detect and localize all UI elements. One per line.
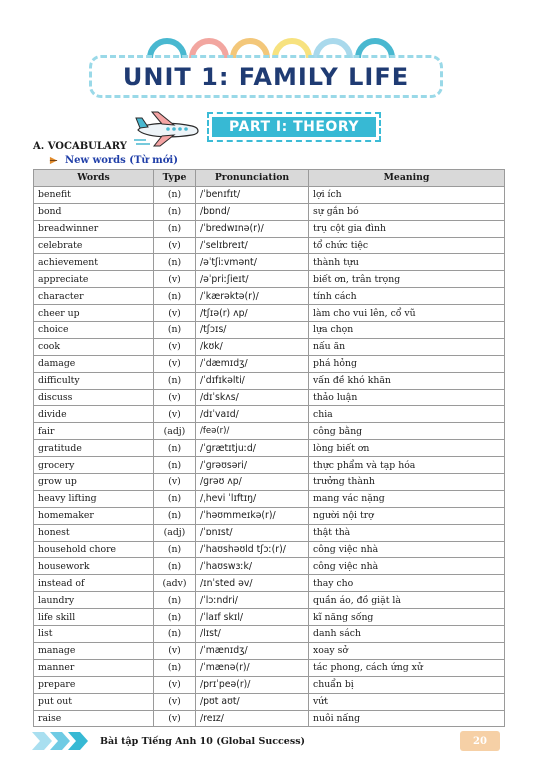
table-row — [34, 507, 505, 524]
word-cell: choice — [34, 322, 154, 339]
table-row — [34, 457, 505, 474]
word-cell: damage — [34, 355, 154, 372]
type-cell: (v) — [154, 237, 196, 254]
table-row — [34, 609, 505, 626]
table-row — [34, 288, 505, 305]
type-cell: (n) — [154, 220, 196, 237]
meaning-cell: danh sách — [309, 626, 505, 643]
pronunciation-cell: /ˈkærəktə(r)/ — [196, 288, 309, 305]
pronunciation-cell: /əˈtʃiːvmənt/ — [196, 254, 309, 271]
word-cell: bond — [34, 203, 154, 220]
header-decoration — [0, 0, 538, 60]
pronunciation-cell: /ˈhaʊshəʊld tʃɔː(r)/ — [196, 541, 309, 558]
pronunciation-cell: /kʊk/ — [196, 338, 309, 355]
pronunciation-cell: /ˈhəʊmmeɪkə(r)/ — [196, 507, 309, 524]
table-row — [34, 322, 505, 339]
word-cell: achievement — [34, 254, 154, 271]
table-row — [34, 237, 505, 254]
table-row — [34, 490, 505, 507]
unit-title-box — [89, 55, 443, 98]
chevron-arrows-icon — [30, 730, 90, 752]
table-row — [34, 592, 505, 609]
pronunciation-cell: /ˈlɔːndri/ — [196, 592, 309, 609]
pronunciation-cell: /ɪnˈsted əv/ — [196, 575, 309, 592]
meaning-cell: lựa chọn — [309, 322, 505, 339]
section-subtitle: New words (Từ mới) — [65, 155, 178, 166]
table-row — [34, 693, 505, 710]
meaning-cell: thực phẩm và tạp hóa — [309, 457, 505, 474]
meaning-cell: chia — [309, 406, 505, 423]
pronunciation-cell: /lɪst/ — [196, 626, 309, 643]
pronunciation-cell: /dɪˈvaɪd/ — [196, 406, 309, 423]
type-cell: (n) — [154, 659, 196, 676]
word-cell: instead of — [34, 575, 154, 592]
word-cell: laundry — [34, 592, 154, 609]
meaning-cell: quần áo, đồ giặt là — [309, 592, 505, 609]
pronunciation-cell: /ˈmænə(r)/ — [196, 659, 309, 676]
word-cell: discuss — [34, 389, 154, 406]
word-cell: manage — [34, 642, 154, 659]
table-row — [34, 423, 505, 440]
meaning-cell: thảo luận — [309, 389, 505, 406]
word-cell: cheer up — [34, 305, 154, 322]
meaning-cell: tổ chức tiệc — [309, 237, 505, 254]
table-row — [34, 524, 505, 541]
word-cell: celebrate — [34, 237, 154, 254]
pronunciation-cell: /ˈbredwɪnə(r)/ — [196, 220, 309, 237]
pronunciation-cell: /feə(r)/ — [196, 423, 309, 440]
table-row — [34, 186, 505, 203]
table-row — [34, 406, 505, 423]
table-row — [34, 355, 505, 372]
type-cell: (v) — [154, 305, 196, 322]
type-cell: (adv) — [154, 575, 196, 592]
type-cell: (n) — [154, 254, 196, 271]
meaning-cell: vấn đề khó khăn — [309, 372, 505, 389]
table-row — [34, 203, 505, 220]
meaning-cell: kĩ năng sống — [309, 609, 505, 626]
table-row — [34, 575, 505, 592]
word-cell: honest — [34, 524, 154, 541]
part-title: PART I: THEORY — [229, 119, 359, 135]
section-subtitle-row — [49, 155, 178, 166]
word-cell: grocery — [34, 457, 154, 474]
type-cell: (v) — [154, 271, 196, 288]
pronunciation-cell: /reɪz/ — [196, 710, 309, 727]
type-cell: (v) — [154, 710, 196, 727]
meaning-cell: công việc nhà — [309, 541, 505, 558]
meaning-cell: làm cho vui lên, cổ vũ — [309, 305, 505, 322]
table-row — [34, 659, 505, 676]
section-title: A. VOCABULARY — [33, 141, 127, 152]
table-row — [34, 305, 505, 322]
column-header: Type — [154, 170, 196, 187]
word-cell: divide — [34, 406, 154, 423]
pronunciation-cell: /ˈdɪfɪkəlti/ — [196, 372, 309, 389]
type-cell: (n) — [154, 440, 196, 457]
meaning-cell: lòng biết ơn — [309, 440, 505, 457]
word-cell: manner — [34, 659, 154, 676]
meaning-cell: người nội trợ — [309, 507, 505, 524]
pronunciation-cell: /əˈpriːʃieɪt/ — [196, 271, 309, 288]
vocabulary-table — [33, 169, 505, 727]
type-cell: (v) — [154, 406, 196, 423]
pronunciation-cell: /ˈɡrætɪtjuːd/ — [196, 440, 309, 457]
word-cell: character — [34, 288, 154, 305]
column-header: Meaning — [309, 170, 505, 187]
word-cell: appreciate — [34, 271, 154, 288]
pronunciation-cell: /ˈdæmɪdʒ/ — [196, 355, 309, 372]
meaning-cell: sự gắn bó — [309, 203, 505, 220]
type-cell: (n) — [154, 490, 196, 507]
word-cell: homemaker — [34, 507, 154, 524]
meaning-cell: công việc nhà — [309, 558, 505, 575]
type-cell: (n) — [154, 372, 196, 389]
meaning-cell: tính cách — [309, 288, 505, 305]
table-row — [34, 710, 505, 727]
table-row — [34, 220, 505, 237]
word-cell: housework — [34, 558, 154, 575]
meaning-cell: biết ơn, trân trọng — [309, 271, 505, 288]
pronunciation-cell: /ˈbenɪfɪt/ — [196, 186, 309, 203]
meaning-cell: lợi ích — [309, 186, 505, 203]
column-header: Pronunciation — [196, 170, 309, 187]
pronunciation-cell: /ˈmænɪdʒ/ — [196, 642, 309, 659]
meaning-cell: phá hỏng — [309, 355, 505, 372]
word-cell: difficulty — [34, 372, 154, 389]
pronunciation-cell: /bɒnd/ — [196, 203, 309, 220]
type-cell: (v) — [154, 676, 196, 693]
pronunciation-cell: /ˈɒnɪst/ — [196, 524, 309, 541]
meaning-cell: thay cho — [309, 575, 505, 592]
table-header-row — [34, 170, 505, 187]
type-cell: (n) — [154, 541, 196, 558]
unit-title: UNIT 1: FAMILY LIFE — [122, 62, 410, 91]
pronunciation-cell: /ˈlaɪf skɪl/ — [196, 609, 309, 626]
type-cell: (n) — [154, 457, 196, 474]
pronunciation-cell: /ɡrəʊ ʌp/ — [196, 474, 309, 491]
type-cell: (n) — [154, 186, 196, 203]
meaning-cell: thành tựu — [309, 254, 505, 271]
pronunciation-cell: /tʃɪə(r) ʌp/ — [196, 305, 309, 322]
type-cell: (v) — [154, 693, 196, 710]
word-cell: put out — [34, 693, 154, 710]
page-number: 20 — [473, 735, 487, 747]
table-row — [34, 254, 505, 271]
table-row — [34, 541, 505, 558]
type-cell: (adj) — [154, 524, 196, 541]
pronunciation-cell: /ˌhevi ˈlɪftɪŋ/ — [196, 490, 309, 507]
airplane-icon — [134, 110, 204, 148]
part-title-box — [207, 112, 381, 142]
type-cell: (n) — [154, 609, 196, 626]
type-cell: (v) — [154, 338, 196, 355]
word-cell: benefit — [34, 186, 154, 203]
type-cell: (n) — [154, 507, 196, 524]
type-cell: (adj) — [154, 423, 196, 440]
type-cell: (v) — [154, 355, 196, 372]
meaning-cell: nấu ăn — [309, 338, 505, 355]
type-cell: (v) — [154, 389, 196, 406]
pronunciation-cell: /dɪˈskʌs/ — [196, 389, 309, 406]
word-cell: raise — [34, 710, 154, 727]
type-cell: (v) — [154, 642, 196, 659]
type-cell: (n) — [154, 626, 196, 643]
word-cell: gratitude — [34, 440, 154, 457]
table-row — [34, 389, 505, 406]
pronunciation-cell: /ˈhaʊswɜːk/ — [196, 558, 309, 575]
pronunciation-cell: /prɪˈpeə(r)/ — [196, 676, 309, 693]
word-cell: household chore — [34, 541, 154, 558]
pronunciation-cell: /ˈɡrəʊsəri/ — [196, 457, 309, 474]
table-row — [34, 372, 505, 389]
word-cell: grow up — [34, 474, 154, 491]
table-row — [34, 558, 505, 575]
vocabulary-table-body — [34, 186, 505, 727]
table-row — [34, 440, 505, 457]
meaning-cell: trưởng thành — [309, 474, 505, 491]
footer-book-title: Bài tập Tiếng Anh 10 (Global Success) — [100, 736, 306, 747]
table-row — [34, 271, 505, 288]
word-cell: breadwinner — [34, 220, 154, 237]
table-row — [34, 642, 505, 659]
word-cell: heavy lifting — [34, 490, 154, 507]
column-header: Words — [34, 170, 154, 187]
meaning-cell: mang vác nặng — [309, 490, 505, 507]
meaning-cell: chuẩn bị — [309, 676, 505, 693]
meaning-cell: vứt — [309, 693, 505, 710]
type-cell: (n) — [154, 558, 196, 575]
table-row — [34, 676, 505, 693]
meaning-cell: trụ cột gia đình — [309, 220, 505, 237]
word-cell: list — [34, 626, 154, 643]
meaning-cell: tác phong, cách ứng xử — [309, 659, 505, 676]
word-cell: life skill — [34, 609, 154, 626]
pronunciation-cell: /ˈselɪbreɪt/ — [196, 237, 309, 254]
meaning-cell: thật thà — [309, 524, 505, 541]
pronunciation-cell: /pʊt aʊt/ — [196, 693, 309, 710]
type-cell: (n) — [154, 322, 196, 339]
meaning-cell: nuôi nấng — [309, 710, 505, 727]
table-row — [34, 626, 505, 643]
type-cell: (v) — [154, 474, 196, 491]
word-cell: fair — [34, 423, 154, 440]
meaning-cell: xoay sở — [309, 642, 505, 659]
type-cell: (n) — [154, 203, 196, 220]
word-cell: cook — [34, 338, 154, 355]
bullet-icon — [49, 156, 58, 165]
page-number-badge — [460, 731, 500, 751]
table-row — [34, 474, 505, 491]
type-cell: (n) — [154, 288, 196, 305]
type-cell: (n) — [154, 592, 196, 609]
word-cell: prepare — [34, 676, 154, 693]
meaning-cell: công bằng — [309, 423, 505, 440]
table-row — [34, 338, 505, 355]
pronunciation-cell: /tʃɔɪs/ — [196, 322, 309, 339]
